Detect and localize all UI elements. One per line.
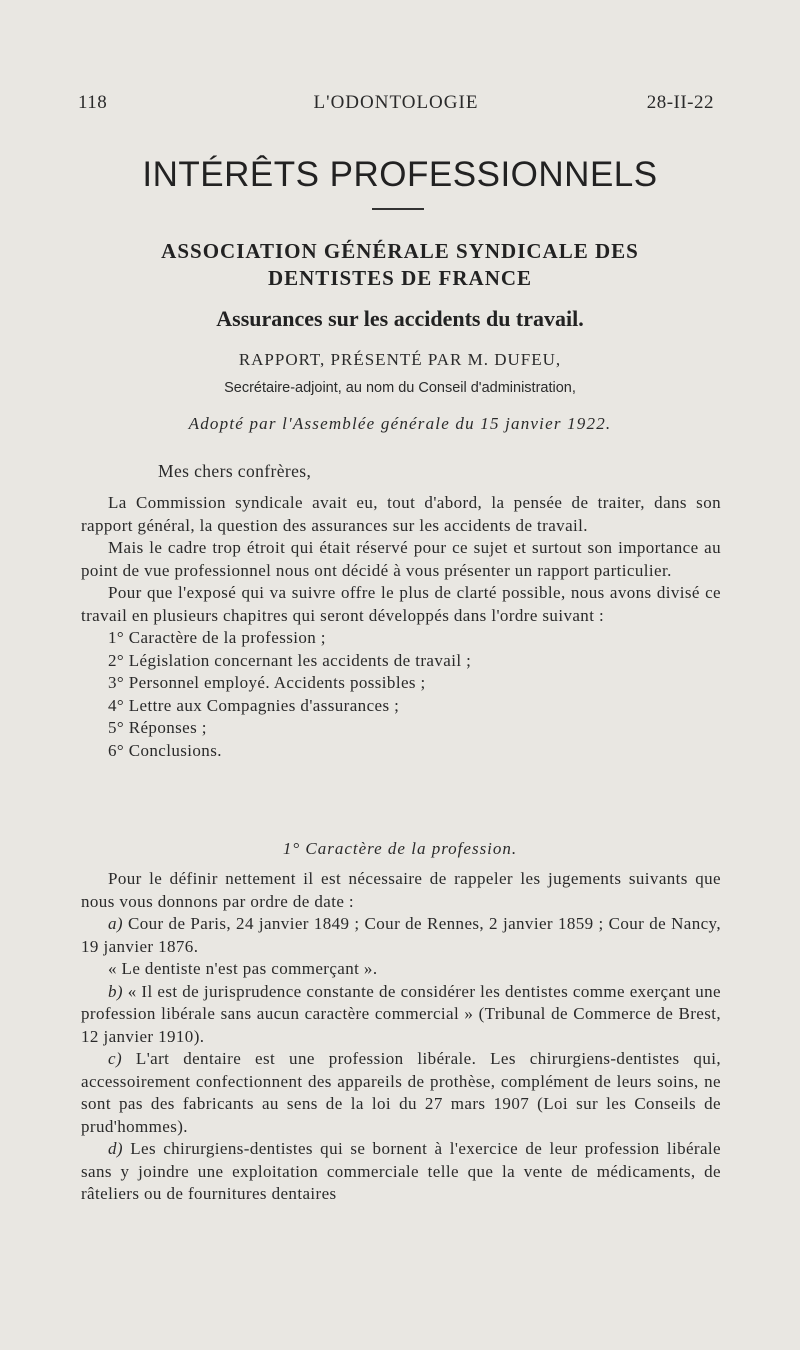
judgment-a xyxy=(81,913,721,958)
quote-paragraph: « Le dentiste n'est pas commerçant ». xyxy=(108,959,378,978)
report-byline: RAPPORT, PRÉSENTÉ PAR M. DUFEU, xyxy=(238,350,562,369)
section-1-body xyxy=(81,868,721,1206)
chapter-list-item: 1° Caractère de la profession ; xyxy=(108,628,326,647)
section-heading: 1° Caractère de la profession. xyxy=(282,839,518,858)
item-marker: d) xyxy=(108,1139,123,1158)
chapter-list-item: 6° Conclusions. xyxy=(108,740,222,760)
judgment-text: L'art dentaire est une profession libérale. Les chirurgiens-dentistes qui, accessoirement confectionnent des appareils de prothèse, complément de leurs soins, ne sont pas des fabricants au sens de la loi du 27 mars 1907 (Loi sur les Conseils de prud'hommes). xyxy=(81,1049,721,1136)
title-divider xyxy=(372,208,424,210)
association-line-1: ASSOCIATION GÉNÉRALE SYNDICALE DES xyxy=(161,239,639,263)
section-paragraph: Pour le définir nettement il est nécessaire de rappeler les jugements suivants que nous vous donnons par ordre de date : xyxy=(81,869,721,911)
judgment-b xyxy=(81,981,721,1049)
running-header xyxy=(78,92,714,116)
salutation: Mes chers confrères, xyxy=(158,461,312,481)
intro-paragraph-1: La Commission syndicale avait eu, tout d'abord, la pensée de traiter, dans son rapport général, la question des assurances sur les accidents de travail. xyxy=(81,493,721,535)
journal-name: L'ODONTOLOGIE xyxy=(313,92,479,113)
article-subtitle: Assurances sur les accidents du travail. xyxy=(216,306,584,331)
judgment-text: Les chirurgiens-dentistes qui se bornent à l'exercice de leur profession libérale sans y joindre une exploitation commerciale telle que la vente de médicaments, de râteliers ou de fournitures dentaires xyxy=(81,1139,721,1203)
chapter-list-item: 5° Réponses ; xyxy=(108,718,207,737)
intro-paragraph-3: Pour que l'exposé qui va suivre offre le plus de clarté possible, nous avons divisé ce travail en plusieurs chapitres qui seront développés dans l'ordre suivant : xyxy=(81,583,721,625)
judgment-d xyxy=(81,1138,721,1206)
author-role: Secrétaire-adjoint, au nom du Conseil d'administration, xyxy=(224,380,576,396)
judgment-text: « Il est de jurisprudence constante de considérer les dentistes comme exerçant une profession libérale sans aucun caractère commercial » (Tribunal de Commerce de Brest, 12 janvier 1910). xyxy=(81,981,721,1046)
judgment-c xyxy=(81,1048,721,1138)
judgment-text: Cour de Paris, 24 janvier 1849 ; Cour de Rennes, 2 janvier 1859 ; Cour de Nancy, 19 janvier 1876. xyxy=(81,914,721,956)
page-number: 118 xyxy=(78,92,108,113)
intro-section xyxy=(81,492,721,762)
chapter-list-item: 2° Législation concernant les accidents de travail ; xyxy=(108,650,472,670)
item-marker: c) xyxy=(108,1049,123,1068)
adoption-note: Adopté par l'Assemblée générale du 15 janvier 1922. xyxy=(188,414,612,433)
page-title: INTÉRÊTS PROFESSIONNELS xyxy=(142,155,658,194)
item-marker: b) xyxy=(108,981,123,1001)
chapter-list-item: 4° Lettre aux Compagnies d'assurances ; xyxy=(108,695,400,715)
chapter-list-item: 3° Personnel employé. Accidents possibles ; xyxy=(108,673,426,692)
association-heading xyxy=(90,238,710,292)
intro-paragraph-2: Mais le cadre trop étroit qui était réservé pour ce sujet et surtout son importance au point de vue professionnel nous ont décidé à vous présenter un rapport particulier. xyxy=(81,538,721,580)
association-line-2: DENTISTES DE FRANCE xyxy=(267,266,533,290)
item-marker: a) xyxy=(108,914,123,933)
issue-date: 28-II-22 xyxy=(646,92,714,113)
